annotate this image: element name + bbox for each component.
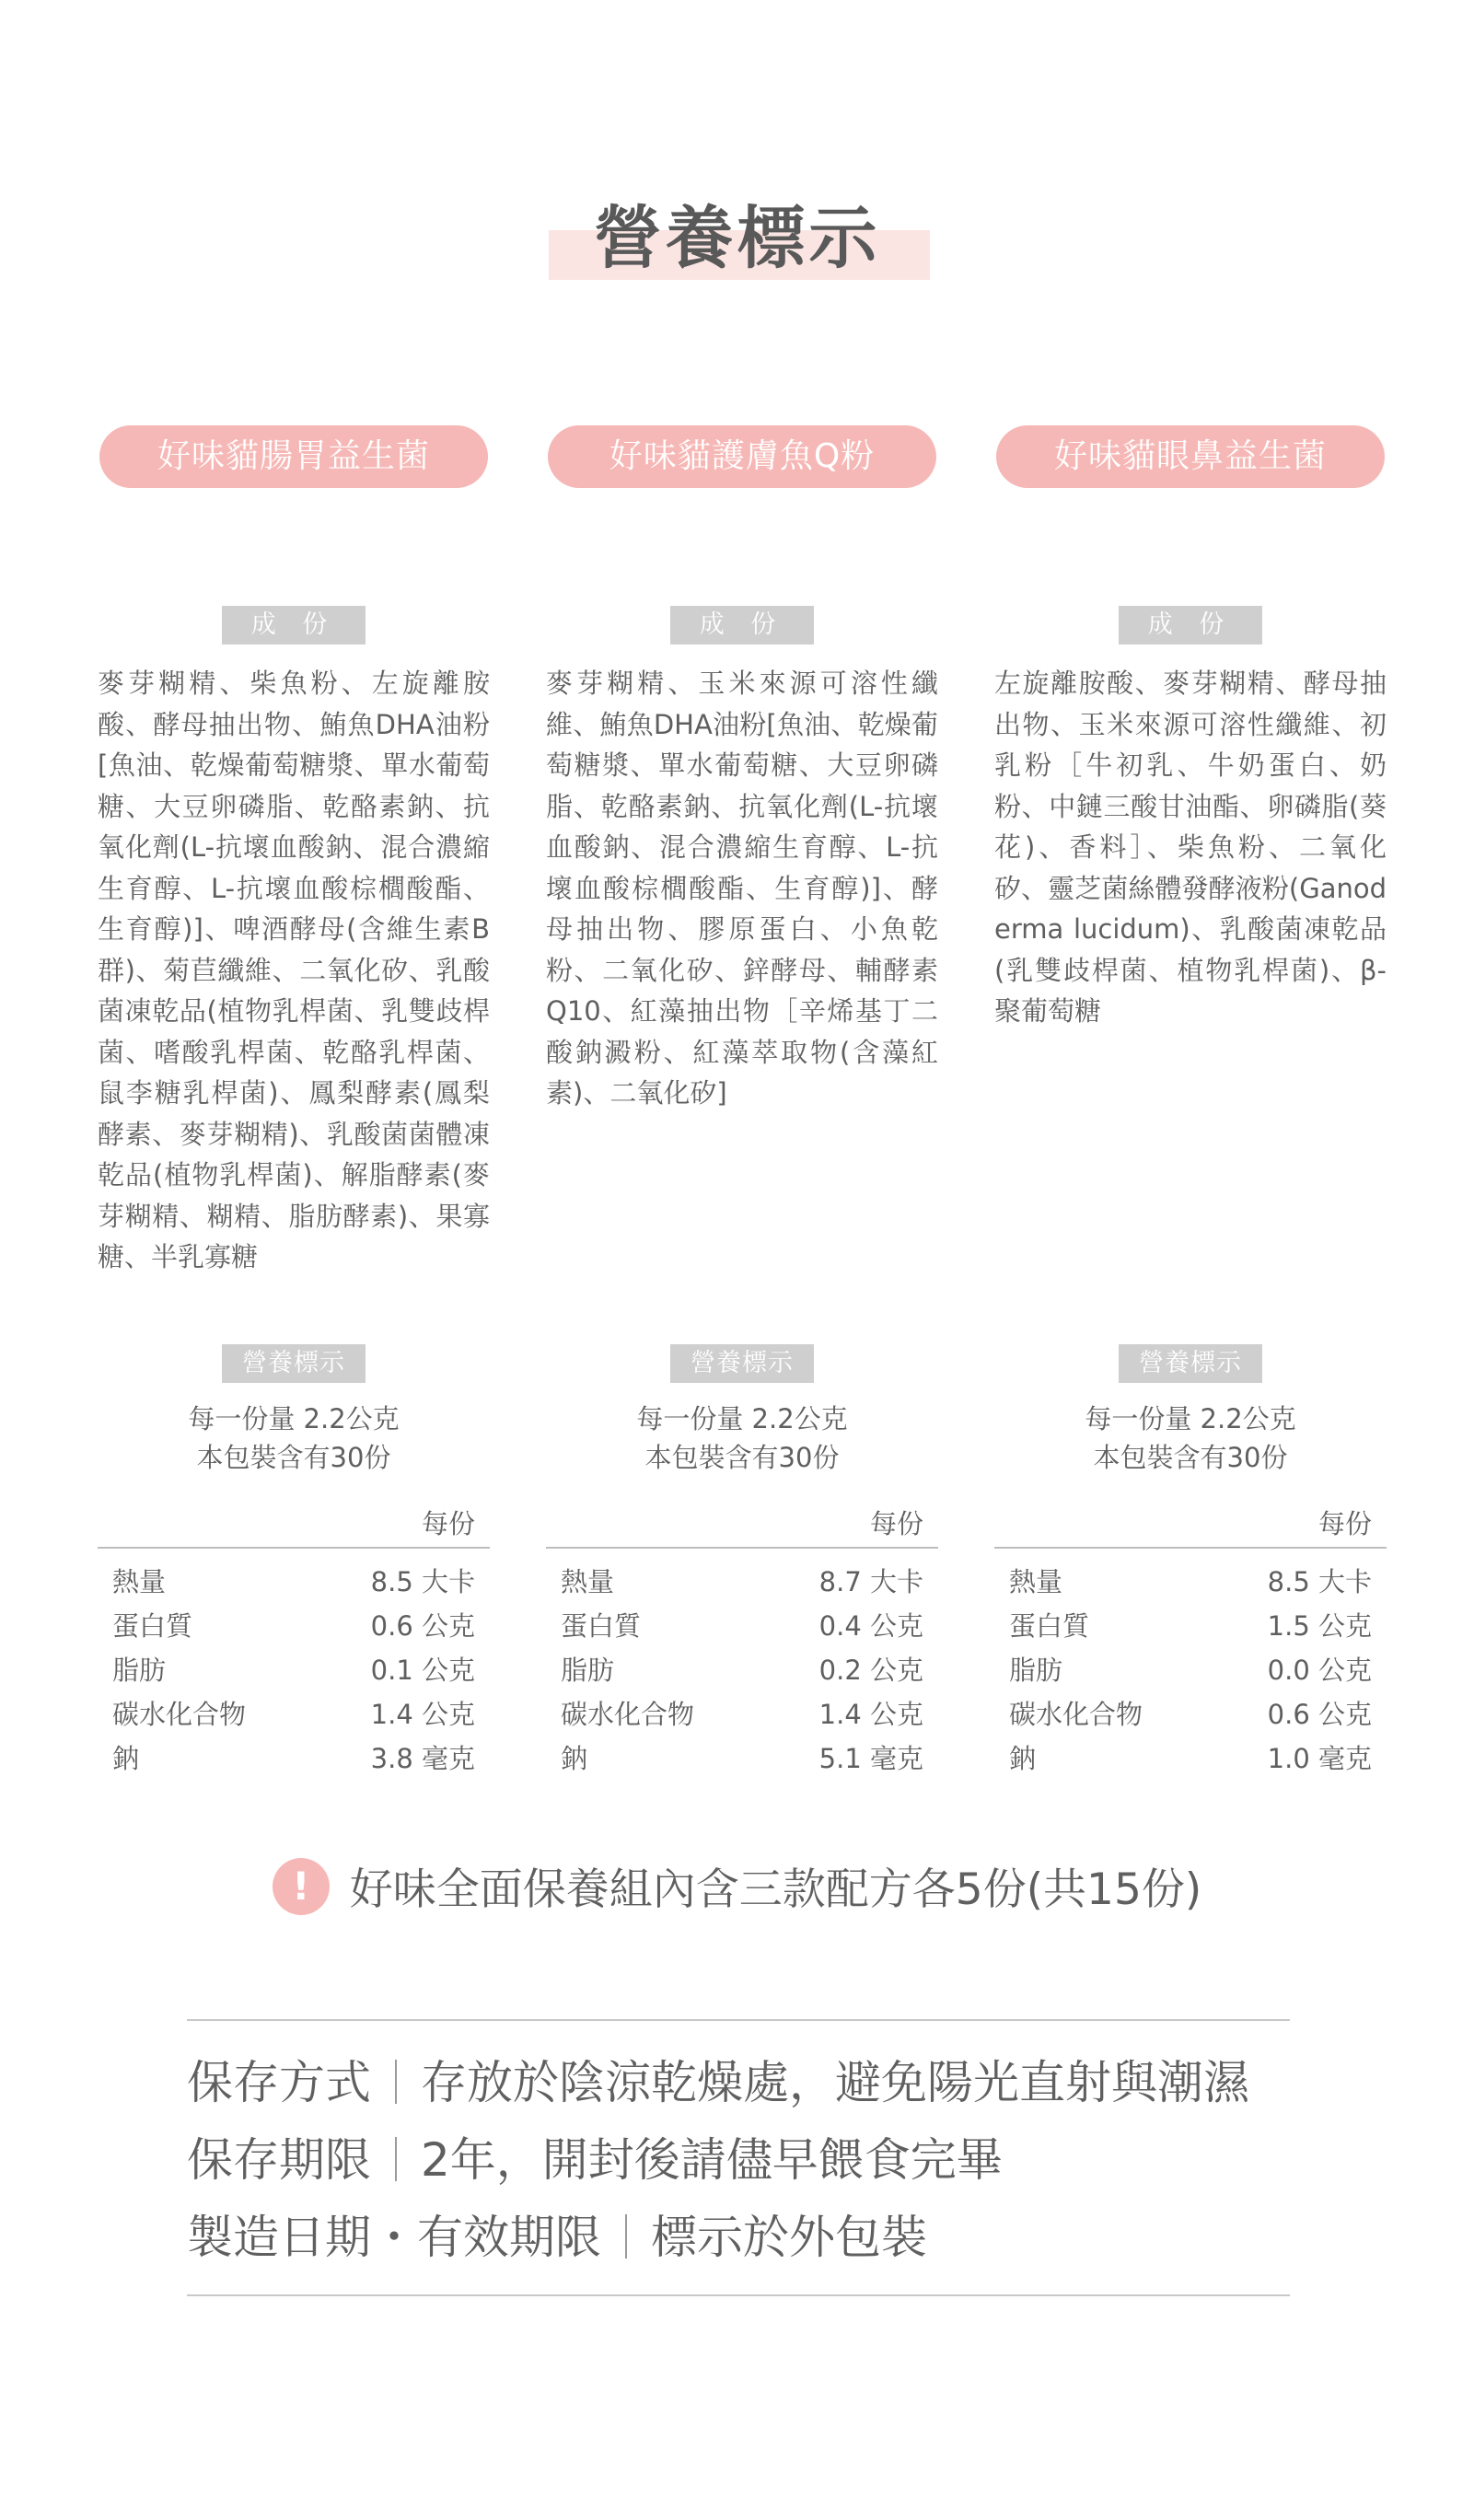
table-row <box>994 1604 1387 1648</box>
product-column-skin-fish-powder <box>546 425 938 1781</box>
nutrition-table <box>994 1560 1387 1781</box>
nutrient-value: 0.6 公克 <box>1267 1699 1372 1730</box>
table-row <box>994 1692 1387 1736</box>
nutrient-name: 脂肪 <box>112 1655 167 1686</box>
storage-info <box>187 2044 1290 2276</box>
nutrient-value: 5.1 毫克 <box>818 1743 923 1774</box>
ingredients-label: 成 份 <box>1119 606 1262 645</box>
storage-value: 存放於陰涼乾燥處，避免陽光直射與潮濕 <box>421 2056 1249 2109</box>
nutrient-value: 8.5 大卡 <box>1267 1566 1372 1597</box>
nutrient-name: 脂肪 <box>561 1655 615 1686</box>
nutrient-value: 0.6 公克 <box>370 1610 475 1642</box>
nutrient-name: 熱量 <box>112 1566 167 1597</box>
nutrition-label: 營養標示 <box>222 1344 366 1383</box>
nutrition-table <box>98 1560 490 1781</box>
product-name-pill: 好味貓護膚魚Q粉 <box>548 425 936 488</box>
nutrient-name: 脂肪 <box>1009 1655 1063 1686</box>
divider-bottom <box>187 2294 1290 2296</box>
page-title: 營養標示 <box>593 199 881 278</box>
product-column-gut-probiotic <box>98 425 490 1781</box>
table-row <box>98 1692 490 1736</box>
page-title-wrap <box>0 184 1474 282</box>
product-name-pill: 好味貓眼鼻益生菌 <box>996 425 1385 488</box>
table-divider <box>994 1547 1387 1549</box>
table-row <box>994 1648 1387 1692</box>
nutrient-value: 1.0 毫克 <box>1267 1743 1372 1774</box>
table-row <box>994 1560 1387 1604</box>
nutrient-name: 碳水化合物 <box>561 1699 695 1730</box>
nutrition-table <box>546 1560 938 1781</box>
per-serving-header: 每份 <box>421 1508 475 1539</box>
ingredients-label: 成 份 <box>222 606 366 645</box>
storage-label: 保存期限 <box>187 2133 371 2187</box>
nutrient-name: 蛋白質 <box>561 1610 642 1642</box>
table-row <box>98 1560 490 1604</box>
nutrient-value: 1.5 公克 <box>1267 1610 1372 1642</box>
nutrient-name: 蛋白質 <box>112 1610 193 1642</box>
per-serving-header: 每份 <box>1317 1508 1372 1539</box>
separator <box>395 2137 397 2181</box>
storage-label: 製造日期・有效期限 <box>187 2211 601 2264</box>
product-name-pill: 好味貓腸胃益生菌 <box>99 425 488 488</box>
nutrient-value: 3.8 毫克 <box>370 1743 475 1774</box>
serving-size: 每一份量 2.2公克 <box>636 1403 848 1434</box>
nutrient-name: 碳水化合物 <box>1009 1699 1143 1730</box>
servings-per-pack: 本包裝含有30份 <box>644 1442 840 1473</box>
product-column-eye-nose-probiotic <box>994 425 1387 1781</box>
shelf-life-row <box>187 2121 1290 2199</box>
nutrient-value: 0.1 公克 <box>370 1655 475 1686</box>
table-row <box>98 1736 490 1781</box>
ingredients-text: 麥芽糊精、柴魚粉、左旋離胺酸、酵母抽出物、鮪魚DHA油粉[魚油、乾燥葡萄糖漿、單水葡萄糖、大豆卵磷脂、乾酪素鈉、抗氧化劑(L-抗壞血酸鈉、混合濃縮生育醇、L-抗壞血酸棕櫚酸酯、生育醇)]、啤酒酵母(含維生素B群)、菊苣纖維、二氧化矽、乳酸菌凍乾品(植物乳桿菌、乳雙歧桿菌、嗜酸乳桿菌、乾酪乳桿菌、鼠李糖乳桿菌)、鳳梨酵素(鳳梨酵素、麥芽糊精)、乳酸菌菌體凍乾品(植物乳桿菌)、解脂酵素(麥芽糊精、糊精、脂肪酵素)、果寡糖、半乳寡糖 <box>98 668 490 1272</box>
nutrient-name: 熱量 <box>561 1566 615 1597</box>
date-info-row <box>187 2199 1290 2276</box>
servings-per-pack: 本包裝含有30份 <box>1093 1442 1288 1473</box>
per-serving-header: 每份 <box>869 1508 923 1539</box>
table-row <box>546 1736 938 1781</box>
storage-value: 標示於外包裝 <box>651 2211 927 2264</box>
nutrient-value: 0.2 公克 <box>818 1655 923 1686</box>
table-row <box>994 1736 1387 1781</box>
alert-icon: ! <box>273 1858 330 1915</box>
nutrition-label: 營養標示 <box>670 1344 814 1383</box>
ingredients-text: 麥芽糊精、玉米來源可溶性纖維、鮪魚DHA油粉[魚油、乾燥葡萄糖漿、單水葡萄糖、大豆卵磷脂、乾酪素鈉、抗氧化劑(L-抗壞血酸鈉、混合濃縮生育醇、L-抗壞血酸棕櫚酸酯、生育醇)]、酵母抽出物、膠原蛋白、小魚乾粉、二氧化矽、鋅酵母、輔酵素Q10、紅藻抽出物［辛烯基丁二酸鈉澱粉、紅藻萃取物(含藻紅素)、二氧化矽] <box>546 668 938 1109</box>
table-row <box>546 1692 938 1736</box>
serving-info <box>994 1399 1387 1477</box>
nutrient-value: 1.4 公克 <box>818 1699 923 1730</box>
table-row <box>546 1560 938 1604</box>
divider-top <box>187 2019 1290 2021</box>
serving-size: 每一份量 2.2公克 <box>188 1403 400 1434</box>
nutrient-name: 鈉 <box>561 1743 588 1774</box>
nutrient-value: 0.4 公克 <box>818 1610 923 1642</box>
serving-info <box>546 1399 938 1477</box>
nutrient-name: 蛋白質 <box>1009 1610 1090 1642</box>
ingredients-text: 左旋離胺酸、麥芽糊精、酵母抽出物、玉米來源可溶性纖維、初乳粉［牛初乳、牛奶蛋白、奶粉、中鏈三酸甘油酯、卵磷脂(葵花)、香料］、柴魚粉、二氧化矽、靈芝菌絲體發酵液粉(Ganoderma lucidum)、乳酸菌凍乾品(乳雙歧桿菌、植物乳桿菌)、β-聚葡萄糖 <box>994 668 1387 1027</box>
nutrition-label: 營養標示 <box>1119 1344 1262 1383</box>
servings-per-pack: 本包裝含有30份 <box>196 1442 391 1473</box>
bundle-note <box>0 1855 1474 1917</box>
serving-info <box>98 1399 490 1477</box>
nutrient-value: 0.0 公克 <box>1267 1655 1372 1686</box>
nutrient-name: 鈉 <box>1009 1743 1037 1774</box>
serving-size: 每一份量 2.2公克 <box>1085 1403 1296 1434</box>
storage-method-row <box>187 2044 1290 2121</box>
table-divider <box>546 1547 938 1549</box>
table-row <box>98 1648 490 1692</box>
nutrient-name: 碳水化合物 <box>112 1699 247 1730</box>
separator <box>395 2060 397 2104</box>
table-row <box>546 1648 938 1692</box>
storage-value: 2年，開封後請儘早餵食完畢 <box>421 2133 1003 2187</box>
nutrient-value: 8.5 大卡 <box>370 1566 475 1597</box>
nutrient-value: 8.7 大卡 <box>818 1566 923 1597</box>
ingredients-label: 成 份 <box>670 606 814 645</box>
nutrient-name: 熱量 <box>1009 1566 1063 1597</box>
bundle-note-text: 好味全面保養組內含三款配方各5份(共15份) <box>349 1864 1202 1915</box>
table-row <box>546 1604 938 1648</box>
nutrient-name: 鈉 <box>112 1743 140 1774</box>
table-row <box>98 1604 490 1648</box>
table-divider <box>98 1547 490 1549</box>
storage-label: 保存方式 <box>187 2056 371 2109</box>
separator <box>625 2214 627 2259</box>
nutrient-value: 1.4 公克 <box>370 1699 475 1730</box>
